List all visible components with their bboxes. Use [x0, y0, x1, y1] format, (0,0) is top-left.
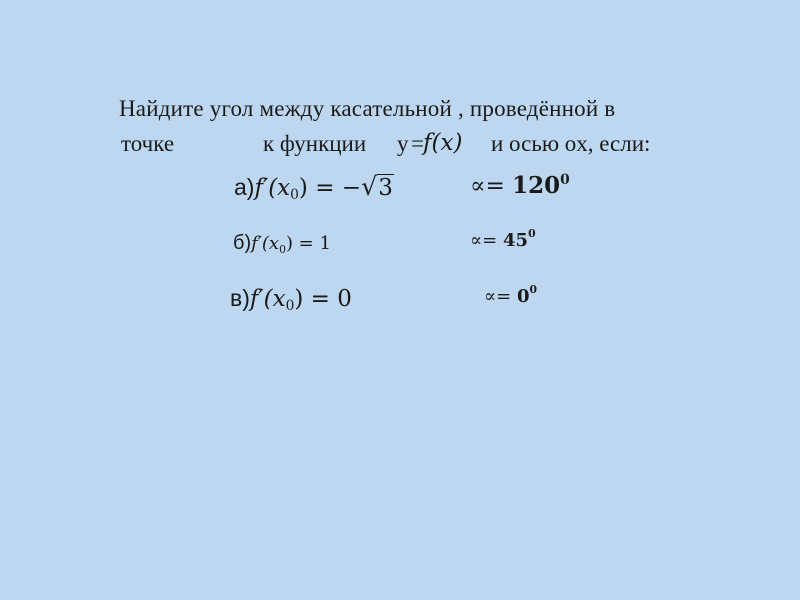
condition-a-formula: $f'(x_0) = -√3$: [254, 172, 393, 203]
answer-a-symbol: ∝=: [470, 173, 505, 199]
heading-word-function: к функции: [263, 131, 367, 156]
answer-a-degree: 0: [560, 172, 570, 188]
condition-b-formula: $f'(x_0) = 1$: [251, 233, 331, 256]
answer-b-value: 45: [503, 230, 529, 251]
condition-a-label: а): [234, 174, 255, 200]
heading-var-y: y: [397, 131, 409, 156]
heading-word-point: точке: [121, 131, 175, 156]
condition-b: [233, 232, 331, 255]
heading-rest: и осью ox, если:: [491, 131, 651, 156]
condition-c-formula: $f'(x_0) = 0$: [249, 286, 352, 314]
answer-c: [484, 283, 538, 307]
condition-c-label: в): [230, 285, 250, 311]
answer-a-value: 120: [512, 172, 561, 199]
answer-c-symbol: ∝=: [484, 286, 512, 307]
answer-b-symbol: ∝=: [470, 230, 498, 251]
heading-function-fx: f(x): [423, 130, 463, 156]
answer-c-degree: 0: [529, 283, 538, 296]
answer-b-degree: 0: [528, 227, 536, 240]
answer-b: [470, 227, 536, 251]
answer-c-value: 0: [517, 286, 530, 307]
condition-b-label: б): [233, 232, 252, 254]
answer-a: [470, 172, 570, 199]
condition-c: [230, 285, 352, 312]
condition-a: [234, 172, 394, 201]
task-heading-line-1: Найдите угол между касательной , проведённой в: [119, 96, 616, 121]
heading-equals: =: [411, 131, 424, 156]
